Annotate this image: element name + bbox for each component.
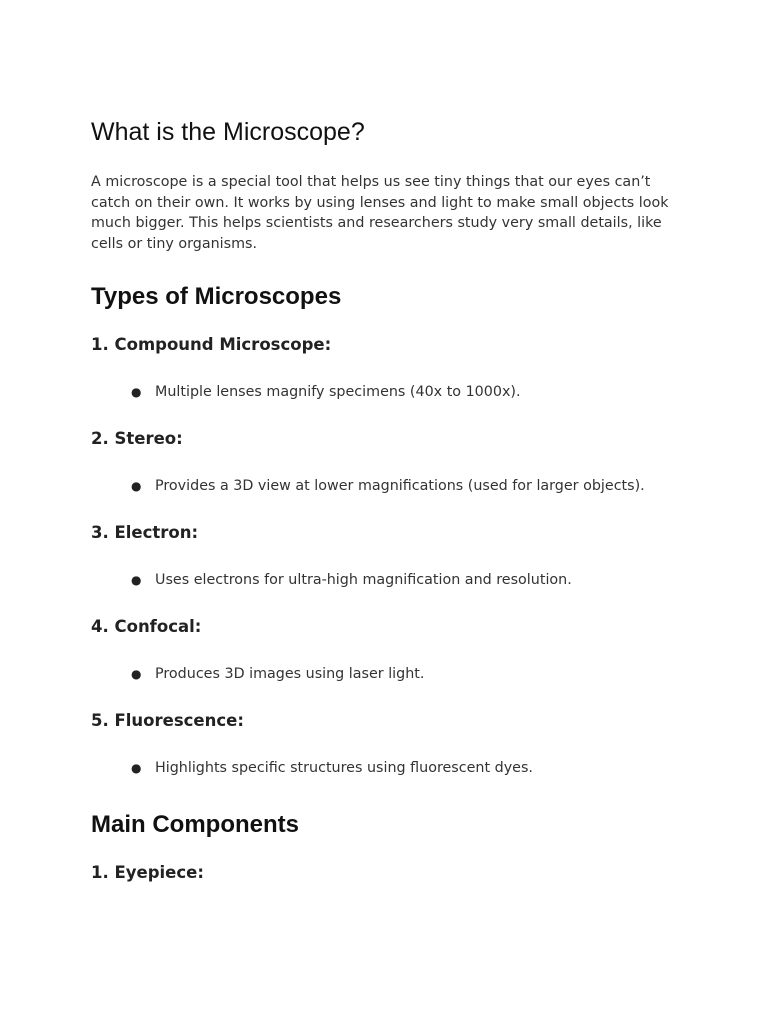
type-heading-fluorescence: 5. Fluorescence: — [91, 711, 244, 730]
type-heading-stereo: 2. Stereo: — [91, 429, 183, 448]
type-section-compound — [91, 334, 691, 402]
bullet-icon: ● — [131, 667, 142, 681]
component-section-eyepiece — [91, 862, 691, 884]
list-item — [131, 476, 691, 496]
types-heading: Types of Microscopes — [91, 283, 342, 310]
type-section-stereo — [91, 428, 691, 496]
type-heading-confocal: 4. Confocal: — [91, 617, 202, 636]
bullet-icon: ● — [131, 479, 142, 493]
type-section-confocal — [91, 616, 691, 684]
page-title: What is the Microscope? — [91, 118, 365, 146]
type-section-electron — [91, 522, 691, 590]
list-item — [131, 570, 691, 590]
type-heading-compound: 1. Compound Microscope: — [91, 335, 332, 354]
bullet-icon: ● — [131, 573, 142, 587]
component-heading-eyepiece: 1. Eyepiece: — [91, 863, 204, 882]
bullet-text: Multiple lenses magnify specimens (40x to 1000x). — [155, 384, 521, 400]
type-section-fluorescence — [91, 710, 691, 778]
bullet-icon: ● — [131, 761, 142, 775]
list-item — [131, 382, 691, 402]
intro-paragraph: A microscope is a special tool that helps us see tiny things that our eyes can’t catch on their own. It works by using lenses and light to make small objects look much bigger. This helps scientists and researchers study very small details, like cells or tiny organisms. — [91, 174, 669, 252]
bullet-text: Uses electrons for ultra-high magnification and resolution. — [155, 572, 572, 588]
bullet-icon: ● — [131, 385, 142, 399]
type-heading-electron: 3. Electron: — [91, 523, 199, 542]
components-heading: Main Components — [91, 811, 299, 838]
bullet-text: Highlights specific structures using fluorescent dyes. — [155, 760, 533, 776]
list-item — [131, 758, 691, 778]
bullet-text: Produces 3D images using laser light. — [155, 666, 425, 682]
bullet-text: Provides a 3D view at lower magnifications (used for larger objects). — [155, 478, 645, 494]
document-content — [91, 116, 691, 884]
list-item — [131, 664, 691, 684]
